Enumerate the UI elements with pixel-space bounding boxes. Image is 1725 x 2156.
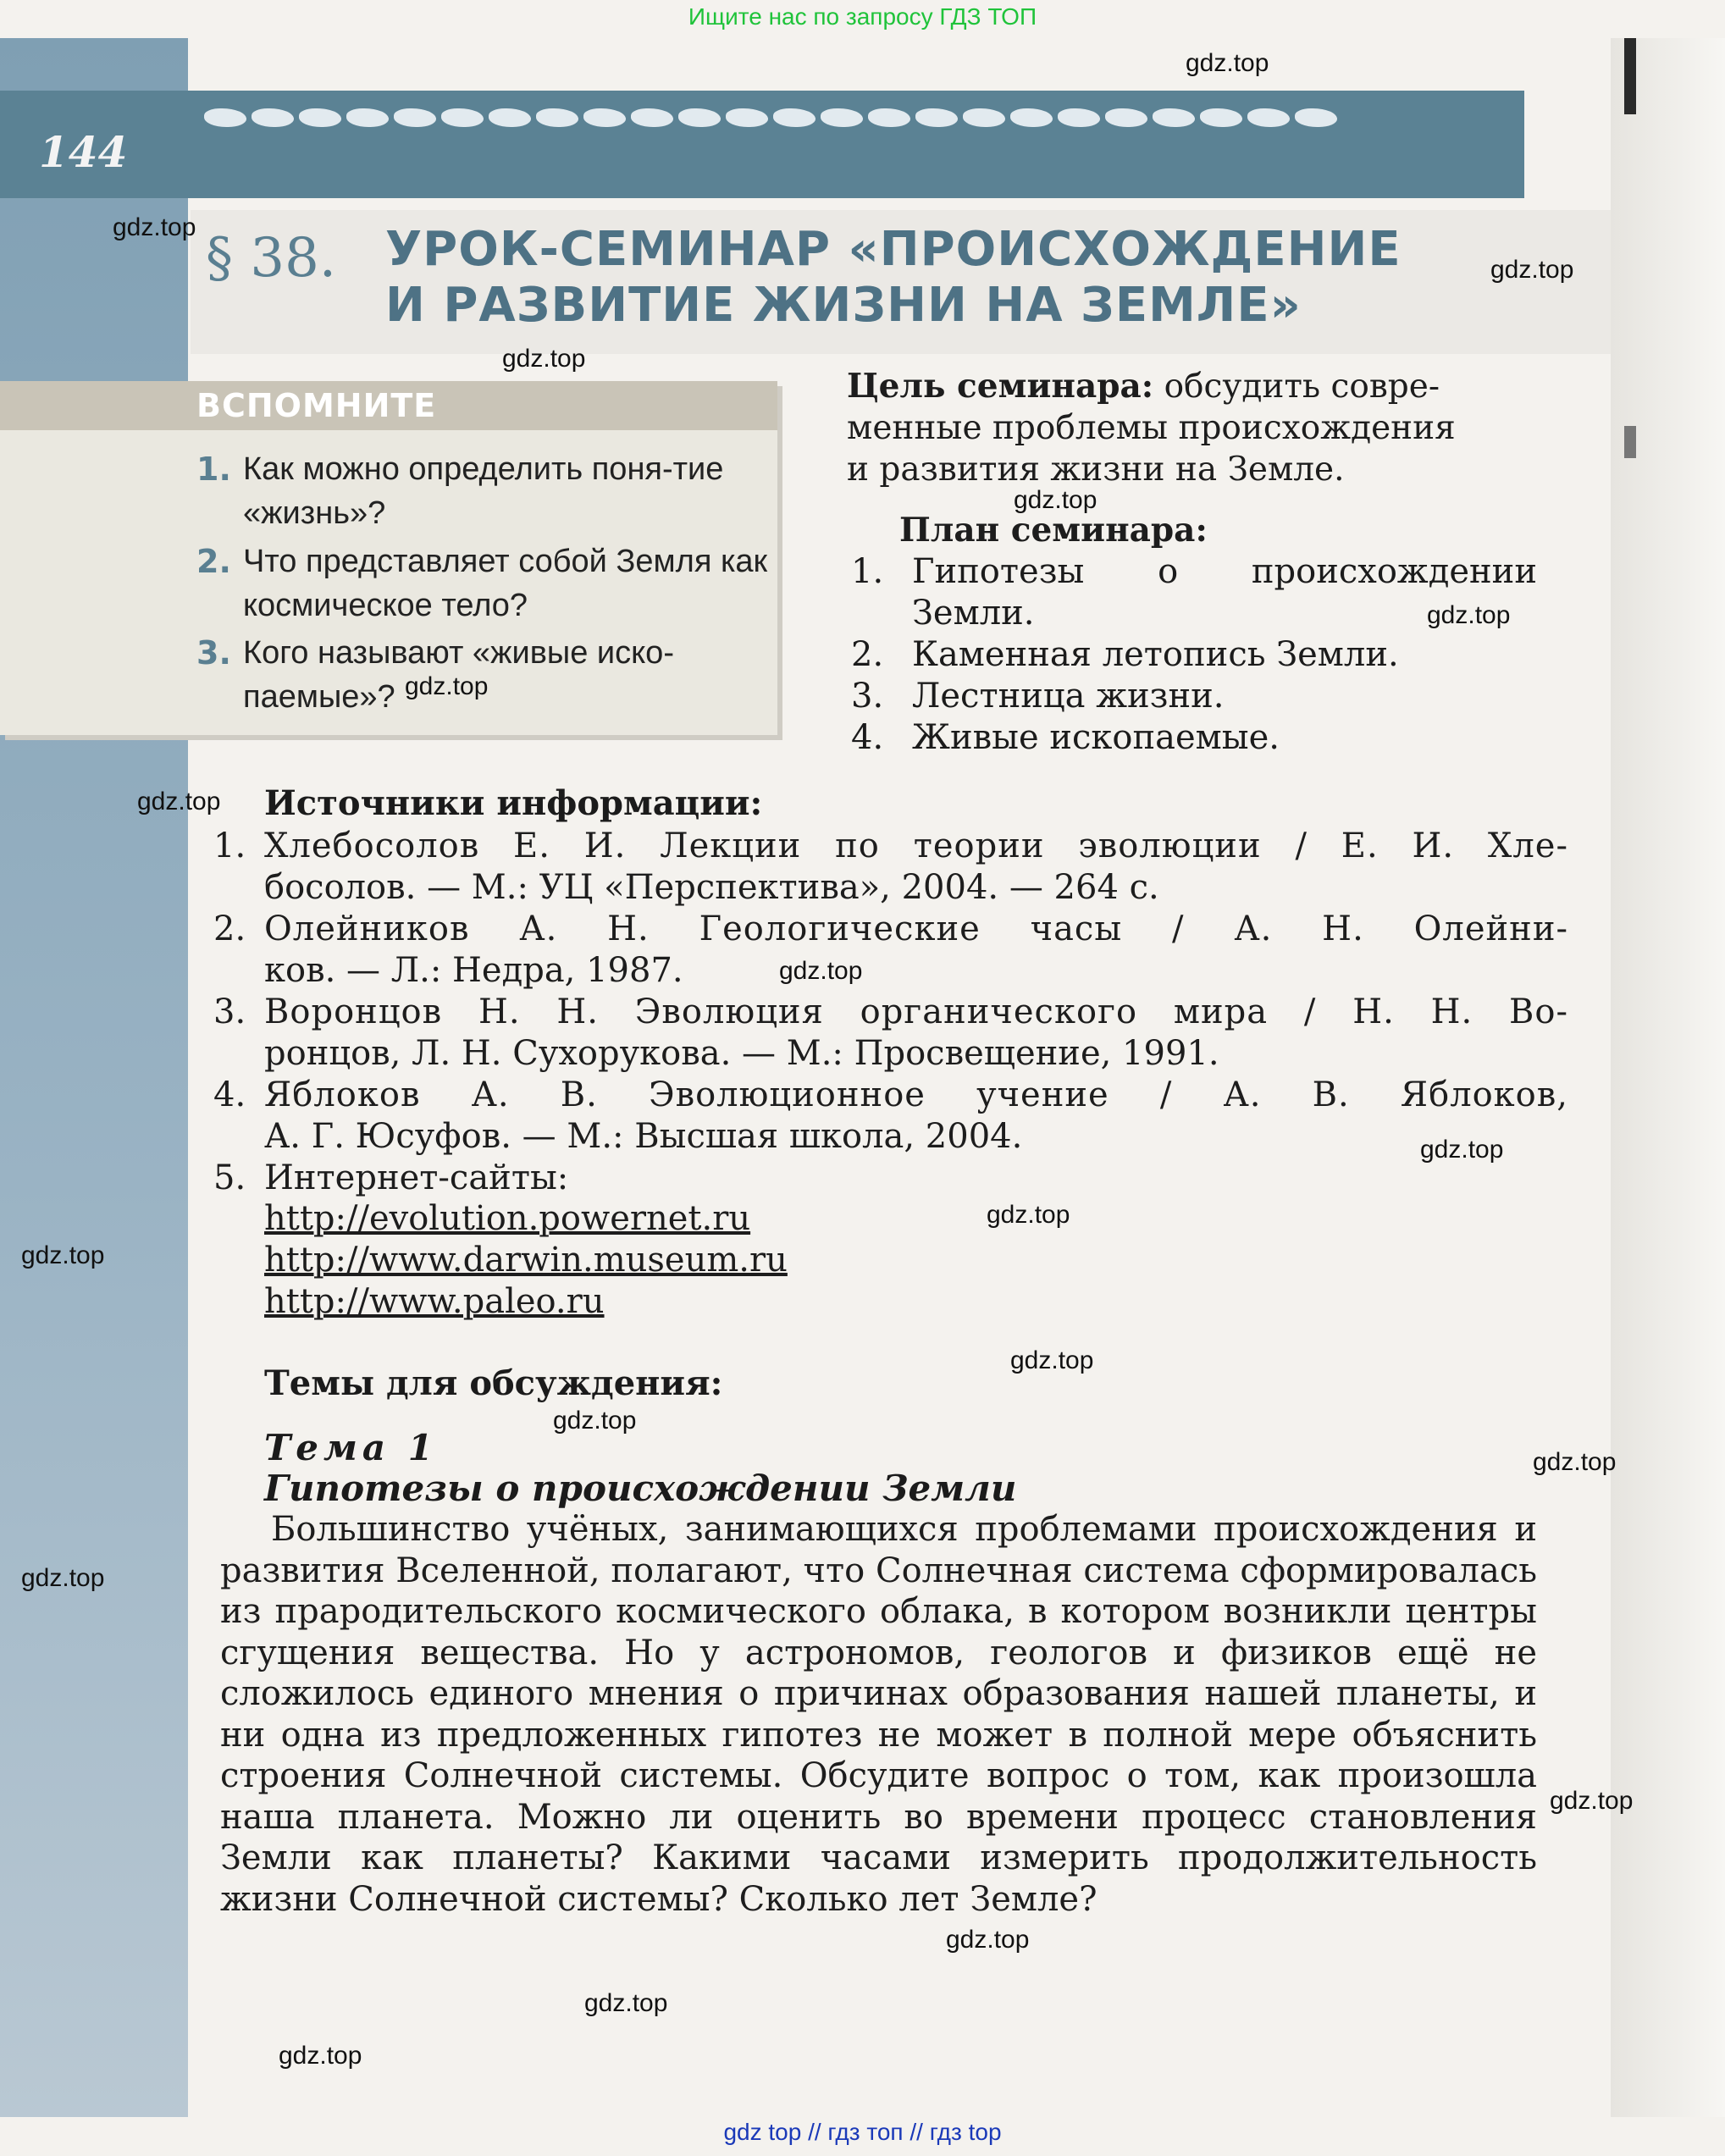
- watermark: gdz.top: [405, 672, 489, 700]
- source-item-3: [213, 992, 1568, 1076]
- sources-title: Источники информации:: [264, 783, 763, 823]
- question-text: Что представляет собой Земля как космическое тело?: [243, 544, 768, 623]
- question-number: 1.: [196, 451, 231, 488]
- source-item-2: [213, 909, 1568, 993]
- theme-title: Гипотезы о происхождении Земли: [264, 1468, 1017, 1509]
- page-number: 144: [39, 127, 128, 177]
- plan-item-text: Лестница жизни.: [912, 677, 1225, 716]
- source-text-line2: босолов. — М.: УЦ «Перспектива», 2004. — 264 с.: [264, 868, 1159, 907]
- watermark: gdz.top: [21, 1241, 105, 1269]
- plan-item-4: [851, 717, 1280, 759]
- question-number: 2.: [196, 543, 231, 580]
- source-number: 3.: [213, 992, 246, 1031]
- plan-item-number: 2.: [851, 635, 884, 674]
- watermark: gdz.top: [1010, 1346, 1094, 1374]
- watermark: gdz.top: [21, 1564, 105, 1592]
- top-banner: Ищите нас по запросу ГДЗ ТОП: [688, 3, 1037, 30]
- plan-item-number: 3.: [851, 677, 884, 716]
- section-title-line2: И РАЗВИТИЕ ЖИЗНИ НА ЗЕМЛЕ»: [385, 278, 1302, 333]
- animal-silhouettes-decoration: [202, 108, 1472, 159]
- goal-text-line2: менные проблемы происхождения: [847, 409, 1456, 447]
- question-number: 3.: [196, 634, 231, 672]
- themes-title: Темы для обсуждения:: [264, 1363, 723, 1403]
- watermark: gdz.top: [1427, 601, 1511, 629]
- source-text-line1: Интернет-сайты:: [264, 1158, 569, 1197]
- plan-item-text: Живые ископаемые.: [912, 718, 1280, 757]
- question-text: Кого называют «живые иско-паемые»?: [243, 635, 674, 715]
- source-item-5: [213, 1158, 1534, 1200]
- goal-text-line1: обсудить совре-: [1153, 368, 1440, 406]
- link-darwin-museum[interactable]: http://www.darwin.museum.ru: [264, 1241, 788, 1280]
- watermark: gdz.top: [1550, 1787, 1634, 1815]
- watermark: gdz.top: [1490, 256, 1574, 284]
- remember-question-2: [196, 539, 789, 633]
- remember-title: ВСПОМНИТЕ: [196, 387, 437, 424]
- source-item-4: [213, 1075, 1568, 1159]
- watermark: gdz.top: [946, 1926, 1030, 1954]
- watermark: gdz.top: [502, 345, 586, 373]
- plan-item-text: Каменная летопись Земли.: [912, 635, 1399, 674]
- theme-body-text: Большинство учёных, занимающихся проблемами происхождения и развития Вселенной, полагают, что Солнечная система сформировалась из прародительского космического облака, в котором возникли центры сгущения вещества. Но у астрономов, геологов и физиков ещё не сложилось единого мнения о причинах образования нашей планеты, и ни одна из предложенных гипотез не может в полной мере объяснить строения Солнечной системы. Обсудите вопрос о том, как произошла наша планета. Можно ли оценить во времени процесс становления Земли как планеты? Какими часами измерить продолжительность жизни Солнечной системы? Сколько лет Земле?: [220, 1510, 1537, 1919]
- watermark: gdz.top: [987, 1201, 1070, 1229]
- watermark: gdz.top: [1420, 1136, 1504, 1164]
- right-edge-bar: [1624, 38, 1636, 114]
- section-title: [385, 222, 1402, 334]
- source-text-line1: Воронцов Н. Н. Эволюция органического мира / Н. Н. Во-: [264, 992, 1568, 1031]
- left-margin-strip: [0, 38, 188, 2117]
- plan-item-text: Гипотезы о происхождении: [912, 552, 1537, 591]
- watermark: gdz.top: [279, 2042, 362, 2070]
- watermark: gdz.top: [584, 1989, 668, 2017]
- source-text-line1: Олейников А. Н. Геологические часы / А. Н. Олейни-: [264, 909, 1568, 948]
- plan-item-2: [851, 634, 1399, 676]
- theme-label: Тема 1: [264, 1427, 438, 1468]
- plan-item-number: 4.: [851, 718, 884, 757]
- watermark: gdz.top: [1014, 486, 1097, 514]
- section-title-line1: УРОК-СЕМИНАР «ПРОИСХОЖДЕНИЕ: [385, 222, 1402, 277]
- source-number: 1.: [213, 826, 246, 865]
- goal-text-line3: и развития жизни на Земле.: [847, 451, 1345, 489]
- watermark: gdz.top: [779, 957, 863, 985]
- watermark: gdz.top: [553, 1407, 637, 1435]
- plan-item-number: 1.: [851, 552, 884, 591]
- right-edge-mark: [1624, 426, 1636, 458]
- source-number: 4.: [213, 1075, 246, 1114]
- source-text-line2: ронцов, Л. Н. Сухорукова. — М.: Просвещение, 1991.: [264, 1034, 1219, 1073]
- watermark: gdz.top: [1186, 49, 1269, 77]
- section-number: § 38.: [206, 227, 337, 290]
- footer-links[interactable]: gdz top // гдз топ // гдз top: [723, 2119, 1002, 2145]
- plan-item-text-cont: Земли.: [912, 594, 1035, 633]
- source-text-line1: Хлебосолов Е. И. Лекции по теории эволюции / Е. И. Хле-: [264, 826, 1568, 865]
- source-number: 5.: [213, 1158, 246, 1197]
- watermark: gdz.top: [137, 788, 221, 815]
- seminar-goal: [847, 366, 1533, 490]
- question-text: Как можно определить поня-тие «жизнь»?: [243, 451, 724, 531]
- source-item-1: [213, 826, 1568, 910]
- link-paleo[interactable]: http://www.paleo.ru: [264, 1282, 605, 1321]
- plan-item-3: [851, 676, 1225, 717]
- source-text-line2: ков. — Л.: Недра, 1987.: [264, 951, 683, 990]
- source-text-line1: Яблоков А. В. Эволюционное учение / А. В. Яблоков,: [264, 1075, 1568, 1114]
- source-number: 2.: [213, 909, 246, 948]
- watermark: gdz.top: [1533, 1448, 1617, 1476]
- watermark: gdz.top: [113, 213, 196, 241]
- plan-title: План семинара:: [899, 511, 1208, 550]
- source-text-line2: А. Г. Юсуфов. — М.: Высшая школа, 2004.: [264, 1117, 1023, 1156]
- goal-label: Цель семинара:: [847, 367, 1154, 406]
- remember-question-1: [196, 447, 789, 540]
- remember-question-3: [196, 631, 789, 724]
- link-evolution-powernet[interactable]: http://evolution.powernet.ru: [264, 1199, 751, 1238]
